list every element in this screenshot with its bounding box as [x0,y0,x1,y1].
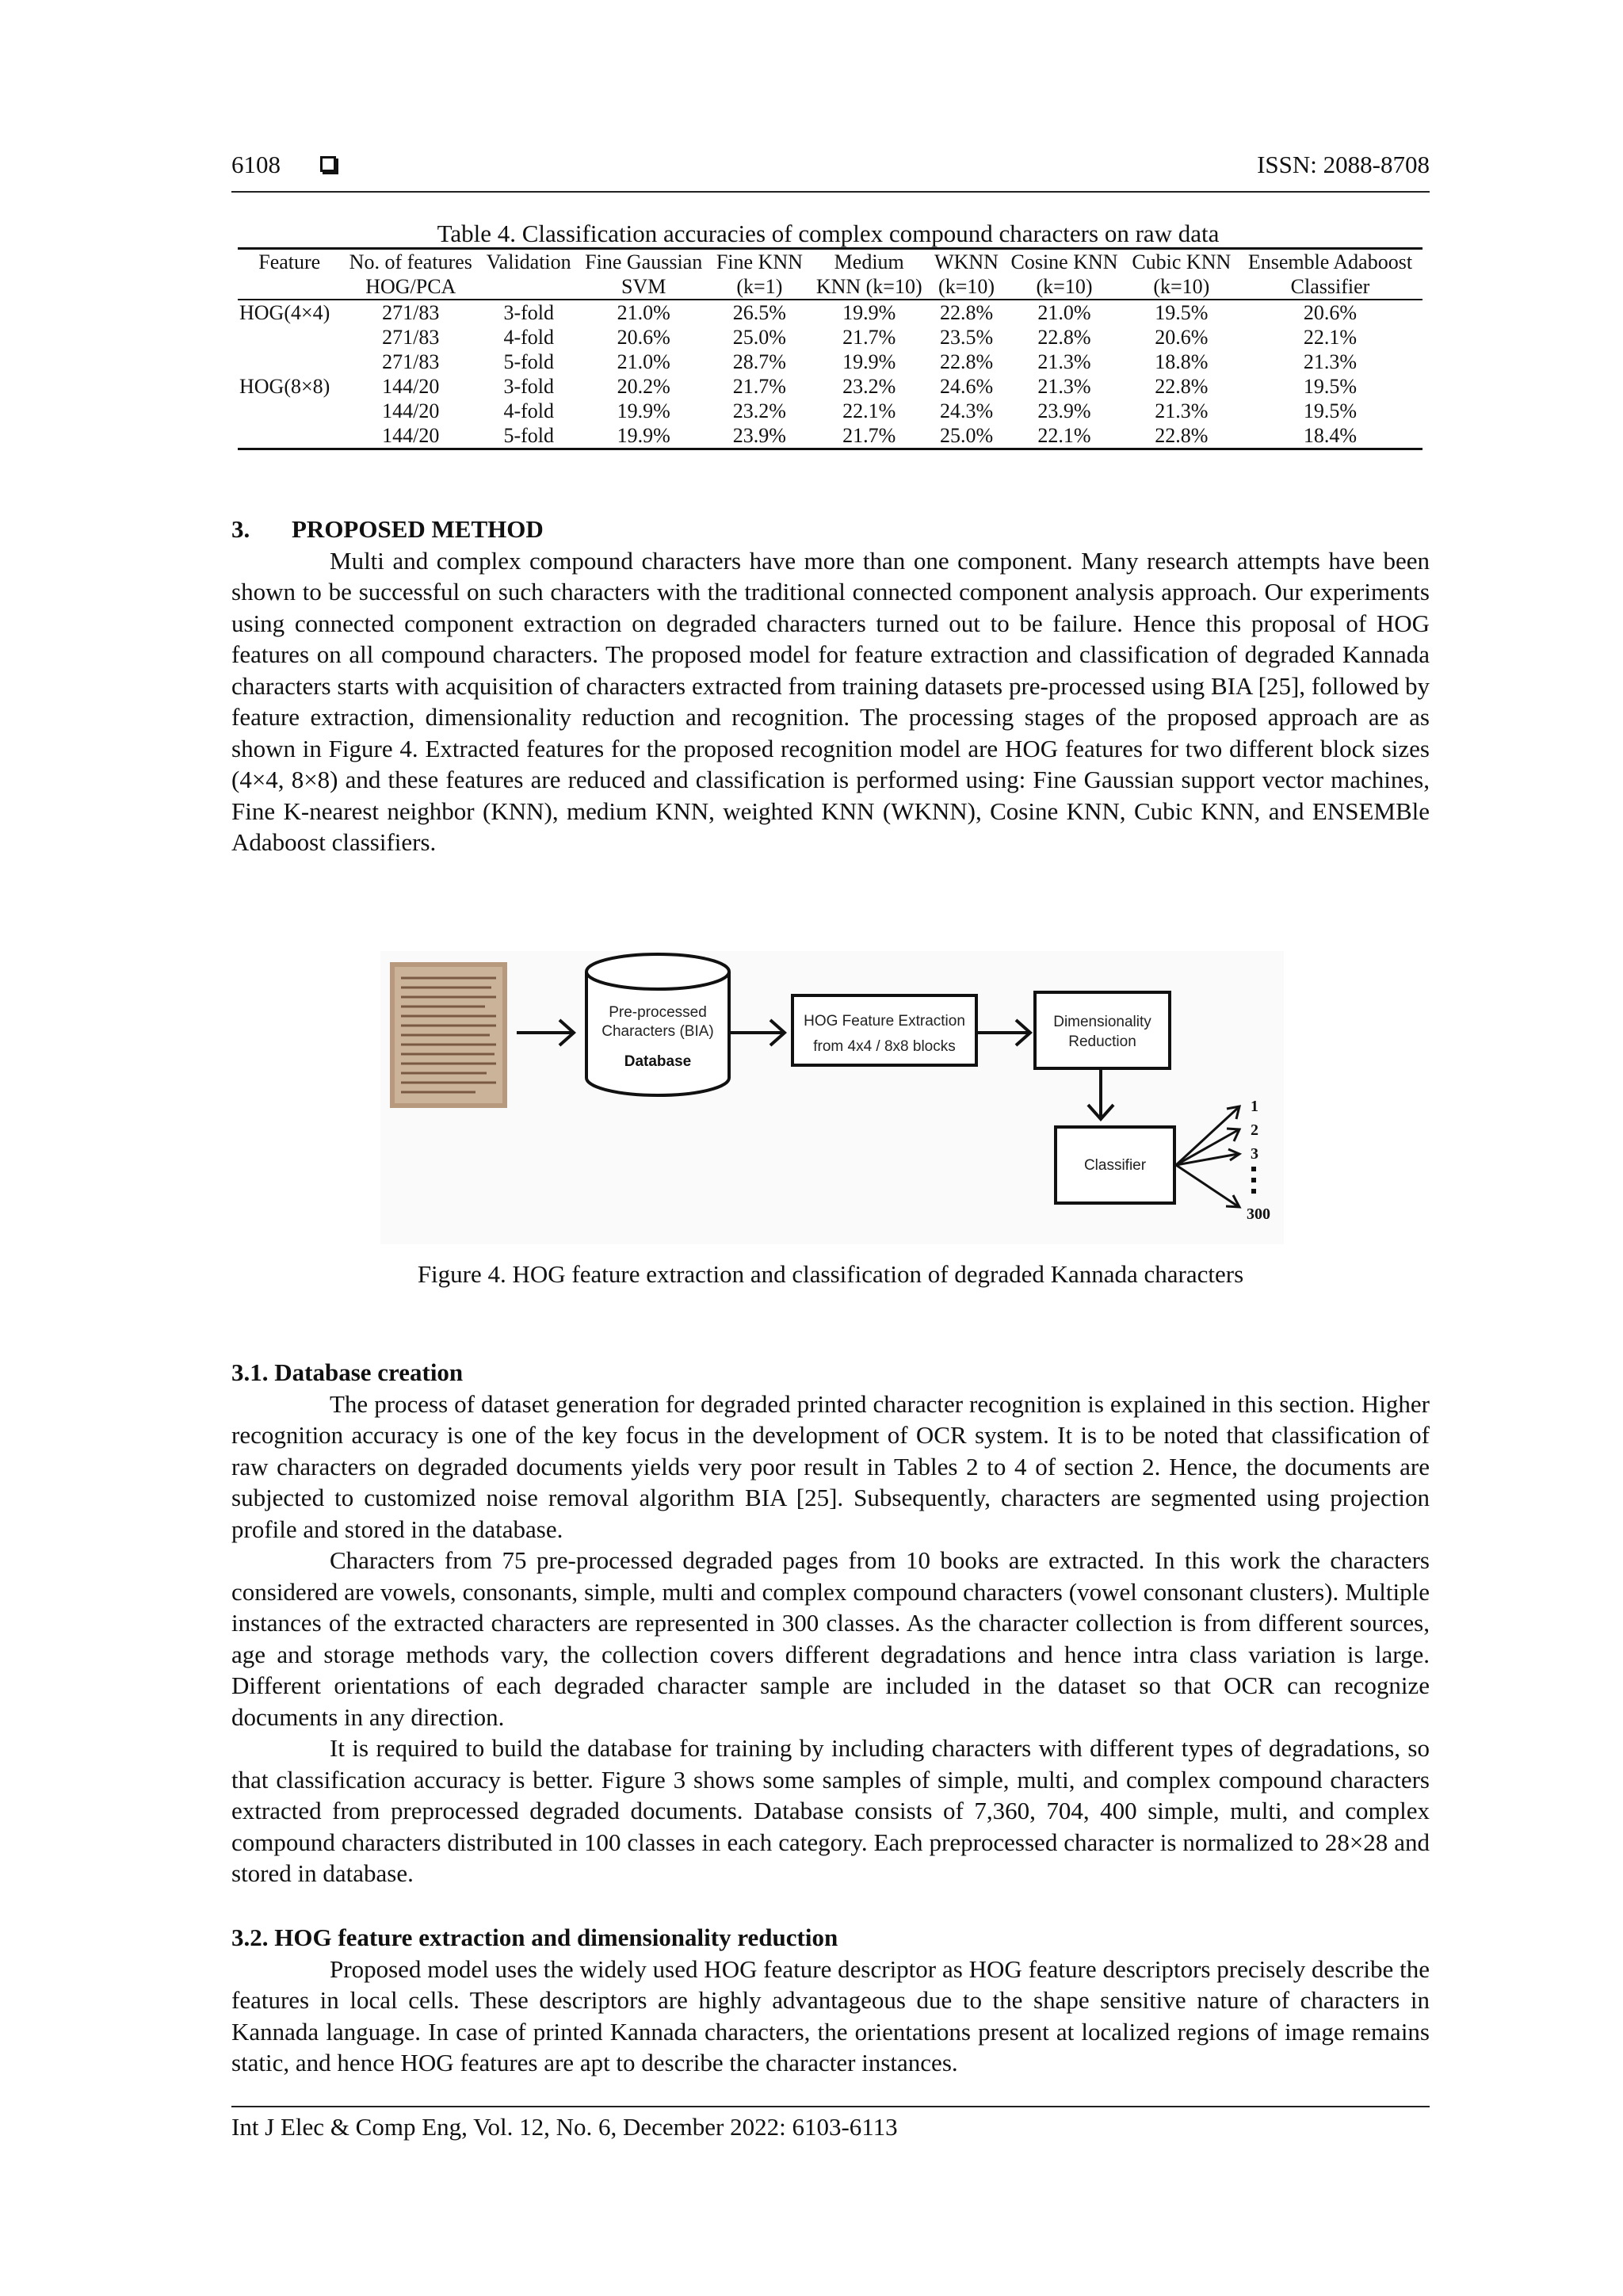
section-3-1-paragraph: Characters from 75 pre-processed degraded pages from 10 books are extracted. In this work the characters considered are vowels, consonants, simple, multi and complex compound characters (vowel consonant clusters). Multiple instances of the extracted characters are represented in 300 classes. As the character collection is from different sources, age and storage methods vary, the collection covers different degradations and hence intra class variation is large. Different orientations of each degraded character sample are included in the dataset so that OCR can recognize documents in any direction. [231,1546,1430,1731]
table-cell: 22.1% [1303,326,1358,349]
header-rule [231,191,1430,193]
table-cell: HOG(4×4) [239,301,330,324]
section-3-2-paragraph: Proposed model uses the widely used HOG feature descriptor as HOG feature descriptors precisely describe the features in local cells. These descriptors are highly advantageous due to the shape sensitive nature of characters in Kannada language. In case of printed Kannada characters, the orientations present at localized regions of image remains static, and hence HOG features are apt to describe the character instances. [231,1954,1430,2076]
table-cell: 21.0% [617,350,670,373]
section-3-1-paragraph: The process of dataset generation for degraded printed character recognition is explained in this section. Higher recognition accuracy is one of the key focus in the development of OCR system. It is to be noted that classification of raw characters on degraded documents yields very poor result in Tables 2 to 4 of section 2. Hence, the documents are subjected to customized noise removal algorithm BIA [25]. Subsequently, characters are segmented using projection profile and stored in the database. [231,1389,1430,1543]
table-header-cell: (k=1) [710,274,809,300]
table-cell: 21.3% [1037,375,1091,398]
table-header-row-2 [238,274,1423,300]
table-cell: 22.8% [939,350,994,373]
table-cell: 20.6% [617,326,670,349]
section-3-heading: 3. PROPOSED METHOD [231,515,544,543]
output-label: 300 [1247,1205,1270,1223]
table-cell: 25.0% [930,423,1004,449]
table-cell: 22.8% [1155,375,1209,398]
table-cell: 21.7% [732,375,786,398]
table-cell: 21.3% [1155,399,1209,422]
table-header-cell: No. of features [341,249,480,275]
figure-caption: Figure 4. HOG feature extraction and classification of degraded Kannada characters [417,1260,1244,1288]
table-cell: 18.8% [1155,350,1209,373]
hog-text-1: HOG Feature Extraction [804,1013,965,1030]
figure-4 [380,951,1284,1244]
table-cell: 19.9% [577,423,710,449]
box-icon [320,156,336,172]
section-3 [231,514,1430,858]
table-cell: 271/83 [382,326,440,349]
table-cell: 271/83 [382,350,440,373]
footer-citation: Int J Elec & Comp Eng, Vol. 12, No. 6, December 2022: 6103-6113 [231,2113,898,2141]
table-header-cell: WKNN [930,249,1004,275]
ellipsis-dots [1251,1167,1256,1194]
table-row [238,325,1423,350]
table-row [238,399,1423,423]
table-cell: 28.7% [732,350,786,373]
table-cell: 22.1% [1003,423,1125,449]
dimensionality-box [1035,992,1170,1068]
table-cell: 19.5% [1303,399,1358,422]
dim-text-2: Reduction [1068,1033,1136,1050]
table-header-cell [480,274,577,300]
table-cell: 19.9% [842,350,896,373]
table-header-cell: (k=10) [930,274,1004,300]
issn: ISSN: 2088-8708 [1257,151,1430,178]
table-cell: 3-fold [503,301,554,324]
footer-rule [231,2106,1430,2107]
hog-text-2: from 4x4 / 8x8 blocks [813,1038,956,1055]
table-cell: 21.0% [617,301,670,324]
table-header-row-1 [238,249,1423,275]
table-cell: 20.2% [617,375,670,398]
output-label: 3 [1251,1145,1258,1163]
section-3-paragraph: Multi and complex compound characters have more than one component. Many research attempts have been shown to be successful on such characters with the traditional connected component analysis approach. Our experiments using connected component extraction on degraded characters turned out to be failure. Hence this proposal of HOG features on all compound characters. The proposed model for feature extraction and classification of degraded Kannada characters starts with acquisition of characters extracted from training datasets pre-processed using BIA [25], followed by feature extraction, dimensionality reduction and recognition. The processing stages of the proposed approach are as shown in Figure 4. Extracted features for the proposed recognition model are HOG features for two different block sizes (4×4, 8×8) and these features are reduced and classification is performed using: Fine Gaussian support vector machines, Fine K-nearest neighbor (KNN), medium KNN, weighted KNN (WKNN), Cosine KNN, Cubic KNN, and ENSEMBle Adaboost classifiers. [231,546,1430,856]
table-4 [238,247,1423,450]
table-caption: Table 4. Classification accuracies of complex compound characters on raw data [437,220,1220,247]
table-row [238,300,1423,325]
table-cell: 22.8% [939,301,994,324]
table-header-cell: Cubic KNN [1125,249,1238,275]
table-cell: 22.8% [1037,326,1091,349]
table-cell: 19.5% [1155,301,1209,324]
table-cell [238,399,341,423]
section-3-2 [231,1922,1430,2079]
db-text-2: Characters (BIA) [601,1023,714,1040]
table-body [238,300,1423,449]
table-header-cell: Feature [238,249,341,275]
table-cell: 25.0% [732,326,786,349]
section-3-1-paragraph: It is required to build the database for training by including characters with different types of degradations, so that classification accuracy is better. Figure 3 shows some samples of simple, multi, and complex compound characters extracted from preprocessed degraded documents. Database consists of 7,360, 704, 400 simple, multi, and complex compound characters distributed in 100 classes in each category. Each preprocessed character is normalized to 28×28 and stored in database. [231,1734,1430,1887]
table-header-cell: Cosine KNN [1003,249,1125,275]
table-cell: 21.0% [1037,301,1091,324]
table-cell: 22.8% [1125,423,1238,449]
section-3-1 [231,1357,1430,1889]
table-cell: 20.6% [1155,326,1209,349]
table-header-cell: Medium [809,249,930,275]
table-cell: 5-fold [480,423,577,449]
table-row [238,374,1423,399]
table-header-cell: (k=10) [1125,274,1238,300]
table-header-cell: SVM [577,274,710,300]
table-cell: 24.6% [939,375,994,398]
table-cell: 4-fold [503,399,554,422]
table-cell [238,350,341,374]
table-cell: 23.9% [1037,399,1091,422]
table-cell: 19.9% [842,301,896,324]
running-header [231,151,1430,189]
table-cell: 21.7% [842,326,896,349]
table-cell: 21.7% [809,423,930,449]
table-header-cell [238,274,341,300]
table-cell: 5-fold [503,350,554,373]
table-cell: 144/20 [382,399,440,422]
table-header-cell: Classifier [1238,274,1423,300]
table-cell [238,325,341,350]
table-cell: 23.2% [842,375,896,398]
table-cell: 4-fold [503,326,554,349]
output-label: 2 [1251,1121,1258,1139]
table-cell: 3-fold [503,375,554,398]
table-cell: 23.9% [710,423,809,449]
page-number: 6108 [231,151,281,178]
db-label: Database [624,1053,692,1070]
table-cell [238,423,341,449]
table-cell: 23.2% [732,399,786,422]
table-header-cell: Fine Gaussian [577,249,710,275]
table-cell: 19.5% [1303,375,1358,398]
output-label: 1 [1251,1098,1258,1115]
table-cell: 18.4% [1238,423,1423,449]
table-cell: 26.5% [732,301,786,324]
degraded-document-image [390,962,507,1108]
classifier-text: Classifier [1083,1157,1147,1174]
dim-text-1: Dimensionality [1053,1014,1151,1030]
table-header-cell: KNN (k=10) [809,274,930,300]
table-header-cell: (k=10) [1003,274,1125,300]
table-cell: 144/20 [341,423,480,449]
table-cell: 24.3% [939,399,994,422]
table-row [238,423,1423,449]
table-header-cell: HOG/PCA [341,274,480,300]
table-cell: HOG(8×8) [239,375,330,398]
table-cell: 21.3% [1303,350,1358,373]
table-cell: 19.9% [617,399,670,422]
table-header-cell: Fine KNN [710,249,809,275]
table-header-cell: Validation [480,249,577,275]
table-cell: 20.6% [1303,301,1358,324]
table-cell: 23.5% [939,326,994,349]
table-cell: 144/20 [382,375,440,398]
section-3-1-heading: 3.1. Database creation [231,1358,464,1386]
db-text-1: Pre-processed [609,1004,707,1021]
table-cell: 22.1% [842,399,896,422]
section-3-2-heading: 3.2. HOG feature extraction and dimensionality reduction [231,1924,838,1951]
table-cell: 271/83 [382,301,440,324]
table-header-cell: Ensemble Adaboost [1238,249,1423,275]
table-cell: 21.3% [1037,350,1091,373]
table-row [238,350,1423,374]
